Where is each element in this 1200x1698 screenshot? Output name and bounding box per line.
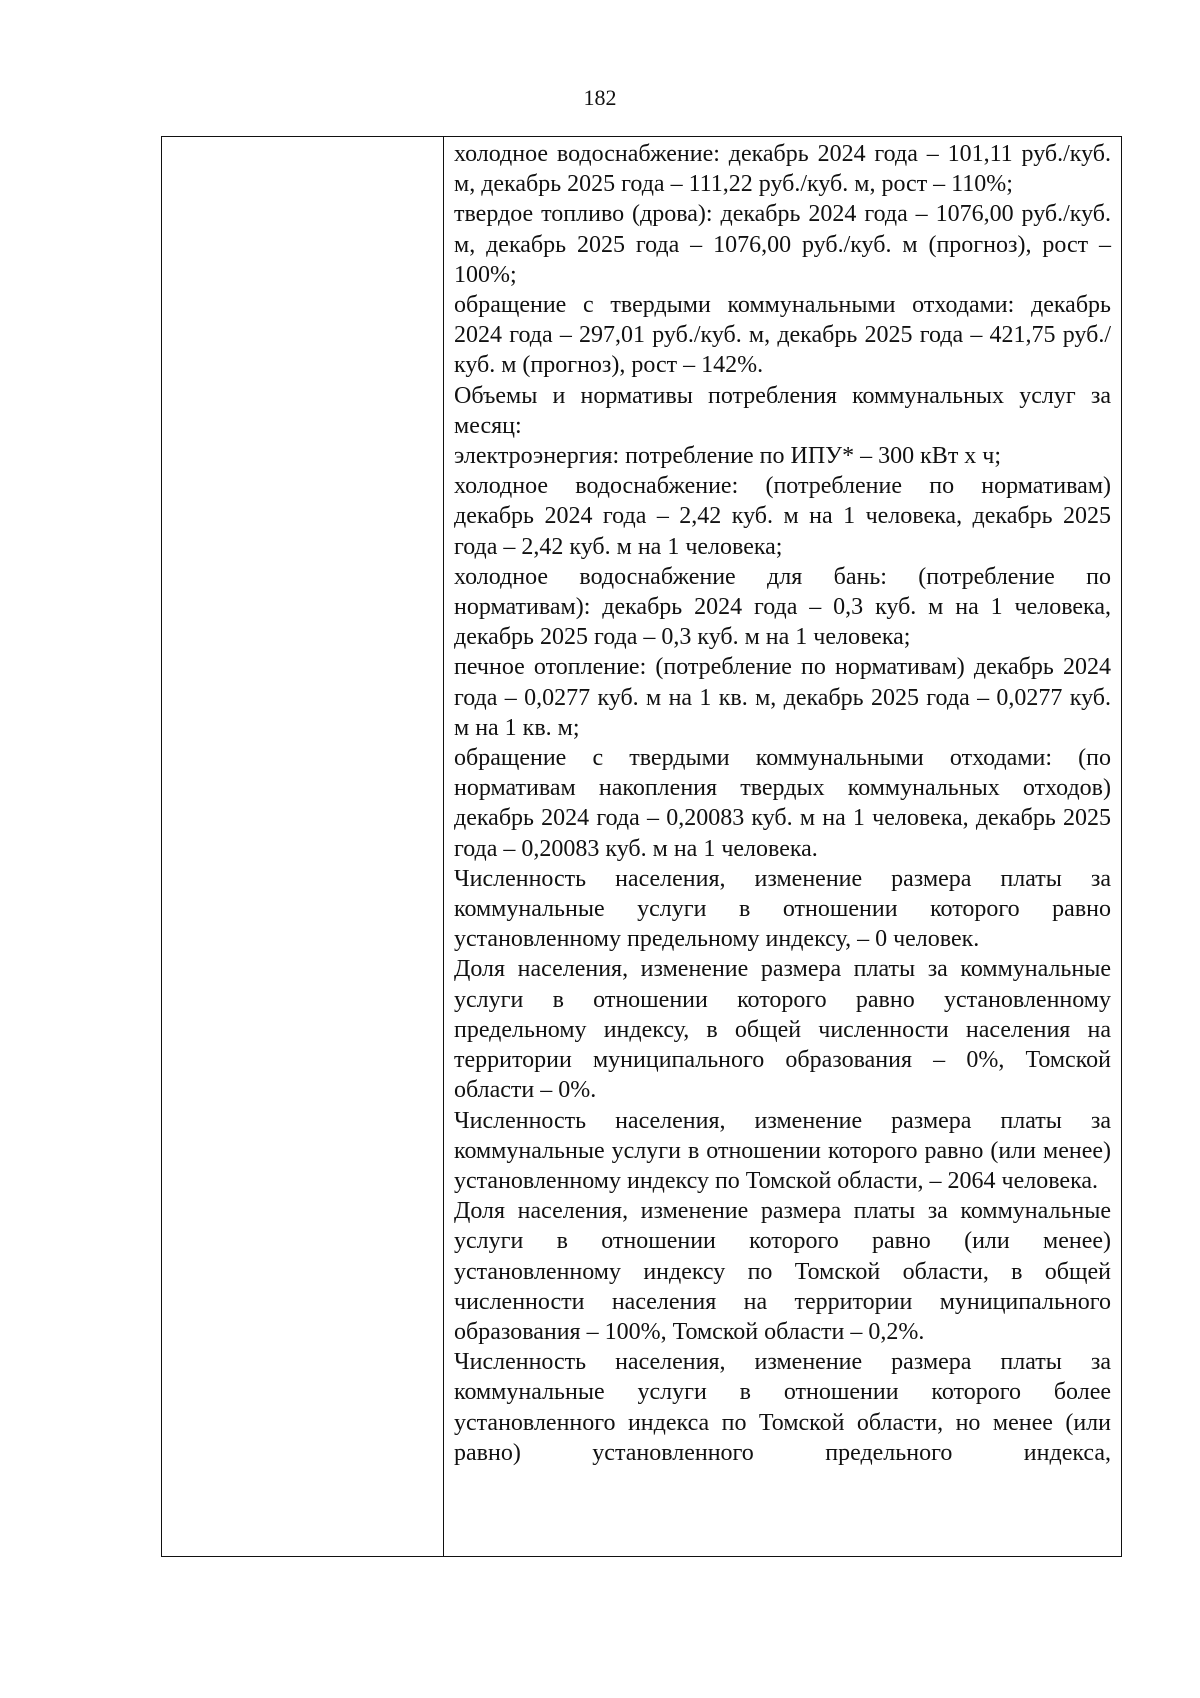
table-cell-right	[444, 137, 1121, 1556]
paragraph-population-above-index: Численность населения, изменение размера платы за коммунальные услуги в отношении которого более установленного индекса по Томской области, но менее (или равно) установленного предельного индекса,	[454, 1349, 1111, 1466]
document-table	[161, 136, 1122, 1557]
paragraph-share-equal-limit: Доля населения, изменение размера платы за коммунальные услуги в отношении которого равно установленному предельному индексу, в общей численности населения на территории муниципального образования – 0%, Томской области – 0%.	[454, 956, 1111, 1104]
page-number: 182	[583, 85, 617, 110]
paragraph-population-below-index: Численность населения, изменение размера платы за коммунальные услуги в отношении которого равно (или менее) установленному индексу по Томской области, – 2064 человека.	[454, 1107, 1111, 1194]
paragraph-share-below-index: Доля населения, изменение размера платы за коммунальные услуги в отношении которого равно (или менее) установленному индексу по Томской области, в общей численности населения на территории муниципального образования – 100%, Томской области – 0,2%.	[454, 1198, 1111, 1345]
paragraph-population-equal-limit: Численность населения, изменение размера платы за коммунальные услуги в отношении которого равно установленному предельному индексу, – 0 человек.	[454, 865, 1111, 953]
paragraph-cold-water-tariff: холодное водоснабжение: декабрь 2024 года – 101,11 руб./куб. м, декабрь 2025 года – 111,22 руб./куб. м, рост – 110%;	[454, 141, 1111, 198]
paragraph-waste-volume: обращение с твердыми коммунальными отходами: (по нормативам накопления твердых коммунальных отходов) декабрь 2024 года – 0,20083 куб. м на 1 человека, декабрь 2025 года – 0,20083 куб. м на 1 человека.	[454, 745, 1111, 862]
paragraph-solid-fuel-tariff: твердое топливо (дрова): декабрь 2024 года – 1076,00 руб./куб. м, декабрь 2025 года – 1076,00 руб./куб. м (прогноз), рост – 100%;	[454, 201, 1111, 288]
paragraph-bath-water-volume: холодное водоснабжение для бань: (потребление по нормативам): декабрь 2024 года – 0,3 куб. м на 1 человека, декабрь 2025 года – 0,3 куб. м на 1 человека;	[454, 563, 1111, 651]
table-cell-left	[162, 137, 444, 1556]
paragraph-volumes-heading: Объемы и нормативы потребления коммунальных услуг за месяц:	[454, 382, 1111, 439]
paragraph-electricity-volume: электроэнергия: потребление по ИПУ* – 300 кВт х ч;	[454, 443, 1002, 470]
paragraph-cold-water-volume: холодное водоснабжение: (потребление по нормативам) декабрь 2024 года – 2,42 куб. м на 1 человека, декабрь 2025 года – 2,42 куб. м на 1 человека;	[454, 473, 1111, 560]
paragraph-waste-tariff: обращение с твердыми коммунальными отходами: декабрь 2024 года – 297,01 руб./куб. м, декабрь 2025 года – 421,75 руб./куб. м (прогноз), рост – 142%.	[454, 292, 1111, 379]
paragraph-stove-heating-volume: печное отопление: (потребление по нормативам) декабрь 2024 года – 0,0277 куб. м на 1 кв. м, декабрь 2025 года – 0,0277 куб. м на 1 кв. м;	[454, 654, 1111, 741]
